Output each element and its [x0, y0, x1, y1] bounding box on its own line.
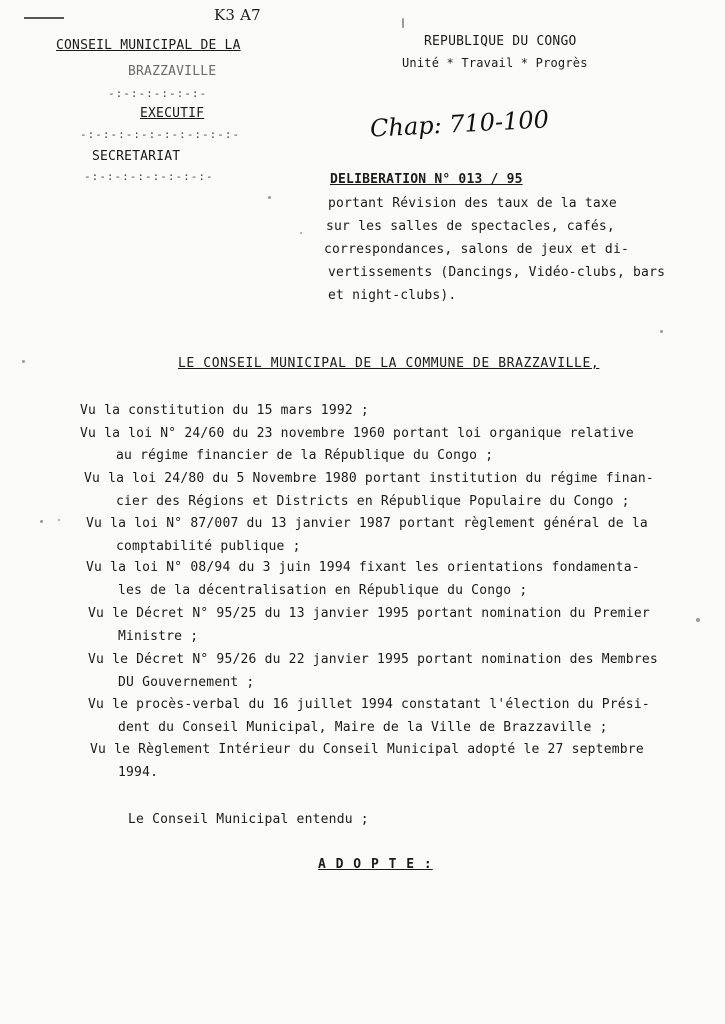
- scan-speck: [660, 330, 663, 333]
- deliberation-title: DELIBERATION N° 013 / 95: [330, 172, 523, 187]
- visa-8-line-1: Vu le procès-verbal du 16 juillet 1994 constatant l'élection du Prési-: [88, 697, 650, 712]
- visa-6-line-2: Ministre ;: [118, 629, 199, 644]
- visa-3-line-1: Vu la loi 24/80 du 5 Novembre 1980 portant institution du régime finan-: [84, 471, 654, 486]
- org-divider-3: -:-:-:-:-:-:-:-:-: [84, 170, 214, 183]
- subject-line-5: et night-clubs).: [328, 288, 457, 303]
- reference-mark: K3 A7: [214, 6, 261, 24]
- org-line-1: CONSEIL MUNICIPAL DE LA: [56, 38, 241, 53]
- org-line-4: SECRETARIAT: [92, 149, 181, 164]
- visa-1-line-1: Vu la constitution du 15 mars 1992 ;: [80, 403, 369, 418]
- org-divider-2: -:-:-:-:-:-:-:-:-:-:-: [80, 128, 241, 141]
- visa-9-line-2: 1994.: [118, 765, 159, 780]
- subject-line-4: vertissements (Dancings, Vidéo-clubs, bars: [328, 265, 666, 280]
- visa-4-line-1: Vu la loi N° 87/007 du 13 janvier 1987 portant règlement général de la: [86, 516, 648, 531]
- scan-speck: [268, 196, 271, 199]
- visa-5-line-2: les de la décentralisation en République du Congo ;: [118, 583, 528, 598]
- visa-7-line-1: Vu le Décret N° 95/26 du 22 janvier 1995 portant nomination des Membres: [88, 652, 658, 667]
- scan-speck: [300, 232, 302, 234]
- subject-line-2: sur les salles de spectacles, cafés,: [326, 219, 615, 234]
- preamble: LE CONSEIL MUNICIPAL DE LA COMMUNE DE BRAZZAVILLE,: [178, 356, 600, 371]
- republic-title: REPUBLIQUE DU CONGO: [424, 34, 577, 49]
- header-scribble: [24, 17, 64, 19]
- visa-7-line-2: DU Gouvernement ;: [118, 675, 255, 690]
- subject-line-1: portant Révision des taux de la taxe: [328, 196, 617, 211]
- visa-8-line-2: dent du Conseil Municipal, Maire de la Ville de Brazzaville ;: [118, 720, 608, 735]
- visa-9-line-1: Vu le Règlement Intérieur du Conseil Municipal adopté le 27 septembre: [90, 742, 644, 757]
- visa-2-line-1: Vu la loi N° 24/60 du 23 novembre 1960 portant loi organique relative: [80, 426, 634, 441]
- org-divider-1: -:-:-:-:-:-:-: [108, 87, 208, 100]
- subject-line-3: correspondances, salons de jeux et di-: [324, 242, 630, 257]
- adopts-heading: A D O P T E :: [318, 857, 433, 872]
- scan-speck: [22, 360, 25, 363]
- org-line-3: EXECUTIF: [140, 106, 205, 121]
- republic-motto: Unité * Travail * Progrès: [402, 56, 588, 70]
- scan-speck: [402, 18, 404, 28]
- visa-2-line-2: au régime financier de la République du Congo ;: [116, 448, 494, 463]
- scan-speck: [40, 520, 43, 523]
- org-line-2: BRAZZAVILLE: [128, 64, 217, 79]
- visa-6-line-1: Vu le Décret N° 95/25 du 13 janvier 1995 portant nomination du Premier: [88, 606, 650, 621]
- scan-speck: [58, 519, 60, 521]
- handwritten-chapter-ref: Chap: 710-100: [369, 105, 550, 143]
- scan-speck: [696, 618, 700, 622]
- visa-3-line-2: cier des Régions et Districts en République Populaire du Congo ;: [116, 494, 630, 509]
- visa-4-line-2: comptabilité publique ;: [116, 539, 301, 554]
- council-heard: Le Conseil Municipal entendu ;: [128, 812, 369, 827]
- visa-5-line-1: Vu la loi N° 08/94 du 3 juin 1994 fixant les orientations fondamenta-: [86, 560, 640, 575]
